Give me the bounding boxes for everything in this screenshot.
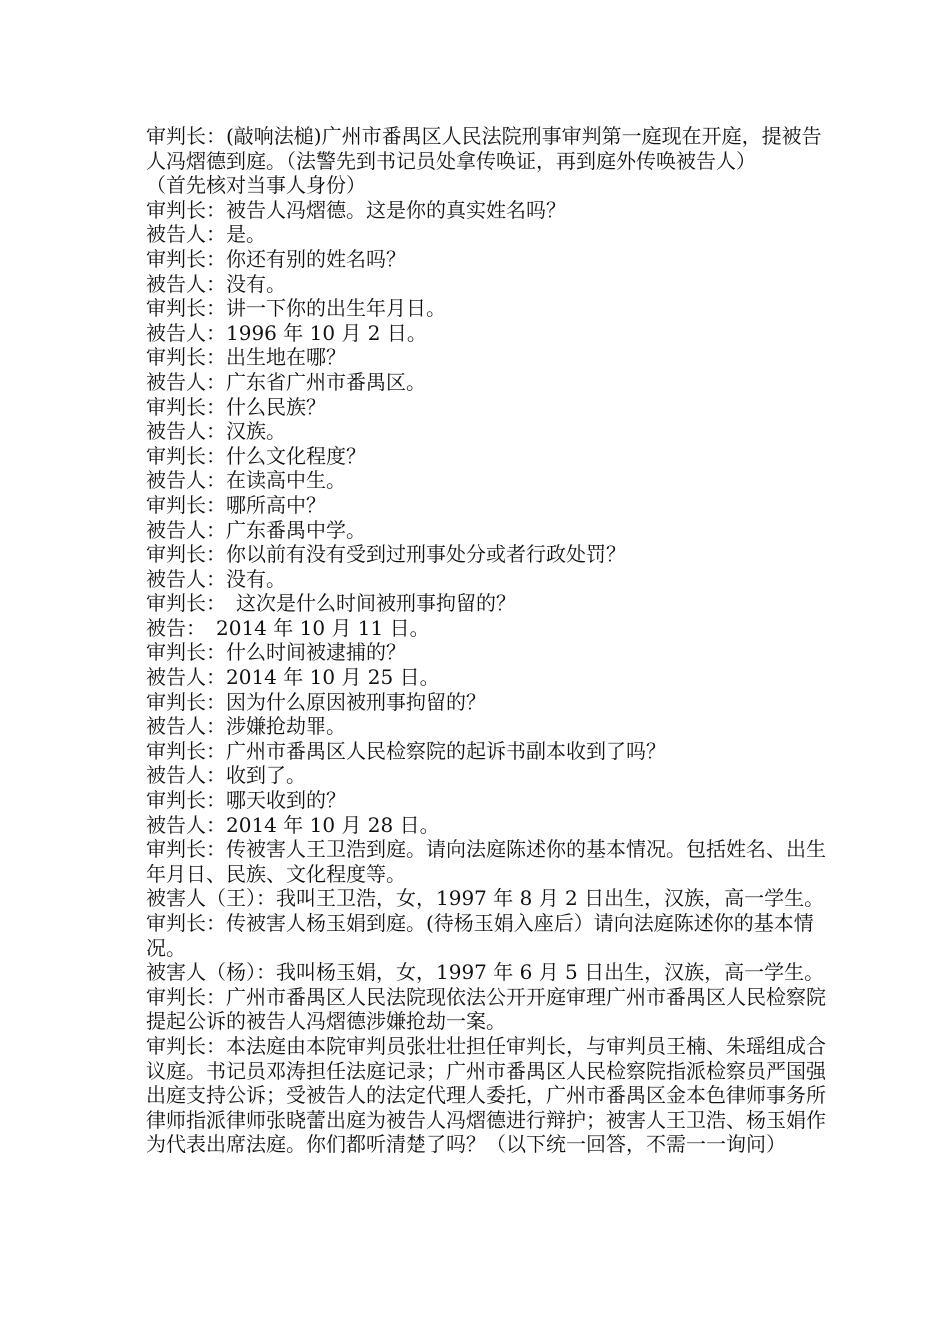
dialogue-line: 被告人：在读高中生。 xyxy=(146,468,346,493)
dialogue-line: 审判长：本法庭由本院审判员张壮壮担任审判长，与审判员王楠、朱瑶组成合议庭。书记员邓涛担任法庭记录；广州市番禺区人民检察院指派检察员严国强出庭支持公诉；受被告人的法定代理人委托，广州市番禺区金本色律师事务所律师指派律师张晓蕾出庭为被告人冯熠德进行辩护；被害人王卫浩、杨玉娟作为代表出席法庭。你们都听清楚了吗？（以下统一回答，不需一一询问） xyxy=(146,1033,826,1157)
dialogue-line: 审判长：什么文化程度？ xyxy=(146,443,366,468)
dialogue-line: 审判长：传被害人杨玉娟到庭。(待杨玉娟入座后）请向法庭陈述你的基本情况。 xyxy=(146,911,814,960)
paragraph-opening: 审判长：(敲响法槌)广州市番禺区人民法院刑事审判第一庭现在开庭，提被告人冯熠德到庭。（法警先到书记员处拿传唤证，再到庭外传唤被告人） xyxy=(146,124,822,173)
dialogue-line: 被害人（王）：我叫王卫浩，女，1997 年 8 月 2 日出生，汉族，高一学生。 xyxy=(146,886,825,911)
transcript-body xyxy=(146,124,826,1157)
dialogue-line: 审判长： 这次是什么时间被刑事拘留的？ xyxy=(146,591,516,616)
dialogue-line: 审判长：什么时间被逮捕的？ xyxy=(146,640,406,665)
dialogue-line: 审判长：传被害人王卫浩到庭。请向法庭陈述你的基本情况。包括姓名、出生年月日、民族、文化程度等。 xyxy=(146,837,826,886)
dialogue-line: 审判长：广州市番禺区人民检察院的起诉书副本收到了吗？ xyxy=(146,738,666,763)
dialogue-line: 被告人：没有。 xyxy=(146,271,286,296)
dialogue-line: 被告人：2014 年 10 月 25 日。 xyxy=(146,665,440,690)
dialogue-line: 被告： 2014 年 10 月 11 日。 xyxy=(146,615,430,640)
dialogue-line: 被告人：涉嫌抢劫罪。 xyxy=(146,714,346,739)
dialogue-line: 审判长：哪所高中？ xyxy=(146,492,326,517)
dialogue-line: 被告人：1996 年 10 月 2 日。 xyxy=(146,320,427,345)
dialogue-line: 被害人（杨）：我叫杨玉娟，女，1997 年 6 月 5 日出生，汉族，高一学生。 xyxy=(146,960,825,985)
dialogue-line: 被告人：2014 年 10 月 28 日。 xyxy=(146,812,440,837)
dialogue-line: 审判长：被告人冯熠德。这是你的真实姓名吗？ xyxy=(146,197,566,222)
dialogue-line: 被告人：汉族。 xyxy=(146,419,286,444)
dialogue-line: 被告人：收到了。 xyxy=(146,763,306,788)
dialogue-line: 被告人：没有。 xyxy=(146,566,286,591)
dialogue-line: 被告人：是。 xyxy=(146,222,266,247)
dialogue-line: 被告人：广东省广州市番禺区。 xyxy=(146,369,426,394)
dialogue-line: 审判长：哪天收到的？ xyxy=(146,788,346,813)
dialogue-line: 审判长：广州市番禺区人民法院现依法公开开庭审理广州市番禺区人民检察院提起公诉的被告人冯熠德涉嫌抢劫一案。 xyxy=(146,984,826,1034)
paragraph-identity-check: （首先核对当事人身份） xyxy=(146,173,366,198)
dialogue-line: 审判长：你以前有没有受到过刑事处分或者行政处罚？ xyxy=(146,542,626,567)
dialogue-line: 审判长：因为什么原因被刑事拘留的？ xyxy=(146,689,486,714)
dialogue-line: 审判长：出生地在哪？ xyxy=(146,345,346,370)
dialogue-line: 审判长：什么民族？ xyxy=(146,394,326,419)
dialogue-line: 被告人：广东番禺中学。 xyxy=(146,517,366,542)
dialogue-line: 审判长：讲一下你的出生年月日。 xyxy=(146,296,446,321)
dialogue-line: 审判长：你还有别的姓名吗？ xyxy=(146,246,406,271)
